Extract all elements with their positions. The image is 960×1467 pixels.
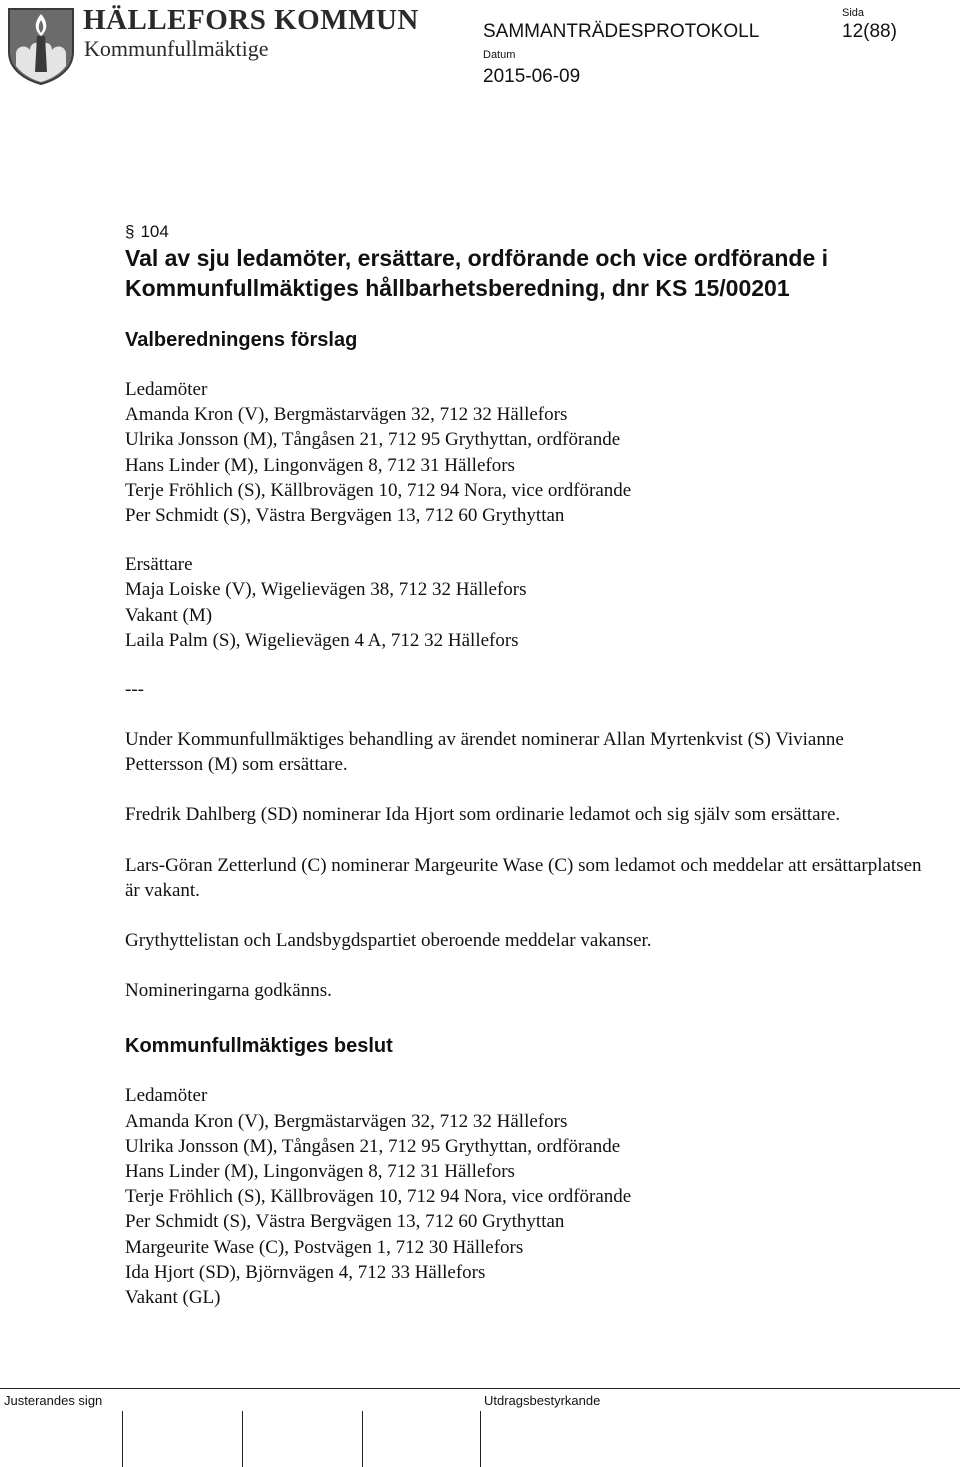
decision-member: Terje Fröhlich (S), Källbrovägen 10, 712 94 Nora, vice ordförande [125,1186,632,1208]
decision-member: Hans Linder (M), Lingonvägen 8, 712 31 Hällefors [125,1161,515,1183]
document-type: SAMMANTRÄDESPROTOKOLL [483,21,760,42]
decision-member: Per Schmidt (S), Västra Bergvägen 13, 712 60 Grythyttan [125,1211,565,1233]
decision-heading: Kommunfullmäktiges beslut [125,1035,393,1058]
date-label: Datum [483,49,516,61]
proposal-substitutes-heading: Ersättare [125,554,193,576]
decision-members [125,1083,925,1310]
proposal-members-heading: Ledamöter [125,379,208,400]
proposal-heading: Valberedningens förslag [125,329,358,351]
section-title: Val av sju ledamöter, ersättare, ordförande och vice ordförande i Kommunfullmäktiges hållbarhetsberedning, dnr KS 15/00201 [125,245,829,301]
proposal-member: Ulrika Jonsson (M), Tångåsen 21, 712 95 Grythyttan, ordförande [125,429,621,451]
decision-member: Ulrika Jonsson (M), Tångåsen 21, 712 95 Grythyttan, ordförande [125,1135,621,1157]
signature-box-divider [480,1411,481,1467]
page-number: 12(88) [842,21,897,42]
proposal-member: Amanda Kron (V), Bergmästarvägen 32, 712 32 Hällefors [125,404,568,426]
note-paragraph: Nomineringarna godkänns. [125,980,332,1002]
proposal-members [125,377,925,528]
decision-member: Margeurite Wase (C), Postvägen 1, 712 30 Hällefors [125,1236,524,1258]
signature-box-divider [362,1411,363,1467]
decision-members-heading: Ledamöter [125,1085,208,1107]
organization-subtitle: Kommunfullmäktige [84,36,269,61]
section-number [125,220,925,244]
proposal-member: Hans Linder (M), Lingonvägen 8, 712 31 Hällefors [125,454,515,476]
signature-box-divider [122,1411,123,1467]
proposal-member: Per Schmidt (S), Västra Bergvägen 13, 712 60 Grythyttan [125,505,565,527]
page-label: Sida [842,7,865,19]
proposal-substitutes [125,552,925,653]
proposal-substitute: Vakant (M) [125,604,213,626]
proposal-member: Terje Fröhlich (S), Källbrovägen 10, 712 94 Nora, vice ordförande [125,479,632,501]
proposal-substitute: Maja Loiske (V), Wigelievägen 38, 712 32 Hällefors [125,579,527,601]
municipality-crest-logo [6,6,76,86]
proposal-substitute: Laila Palm (S), Wigelievägen 4 A, 712 32 Hällefors [125,629,519,651]
proceedings-notes [125,727,925,1003]
note-paragraph: Fredrik Dahlberg (SD) nominerar Ida Hjort som ordinarie ledamot och sig själv som ersättare. [125,804,841,826]
section-symbol: § [125,222,135,241]
signature-footer [0,1388,960,1467]
decision-member: Amanda Kron (V), Bergmästarvägen 32, 712 32 Hällefors [125,1110,568,1132]
decision-member: Ida Hjort (SD), Björnvägen 4, 712 33 Hällefors [125,1261,486,1283]
date-value: 2015-06-09 [483,66,581,87]
separator-dashes: --- [125,679,144,701]
signature-box-divider [242,1411,243,1467]
extract-certification-label: Utdragsbestyrkande [484,1393,601,1408]
organization-name: HÄLLEFORS KOMMUN [83,4,419,36]
note-paragraph: Grythyttelistan och Landsbygdspartiet oberoende meddelar vakanser. [125,930,652,952]
section-number-value: 104 [140,222,169,241]
note-paragraph: Lars-Göran Zetterlund (C) nominerar Margeurite Wase (C) som ledamot och meddelar att ersättarplatsen är vakant. [125,854,922,901]
adjuster-sign-label: Justerandes sign [4,1393,103,1408]
protocol-body [125,220,925,1310]
note-paragraph: Under Kommunfullmäktiges behandling av ärendet nominerar Allan Myrtenkvist (S) Vivianne Pettersson (M) som ersättare. [125,729,844,776]
decision-member: Vakant (GL) [125,1287,221,1309]
